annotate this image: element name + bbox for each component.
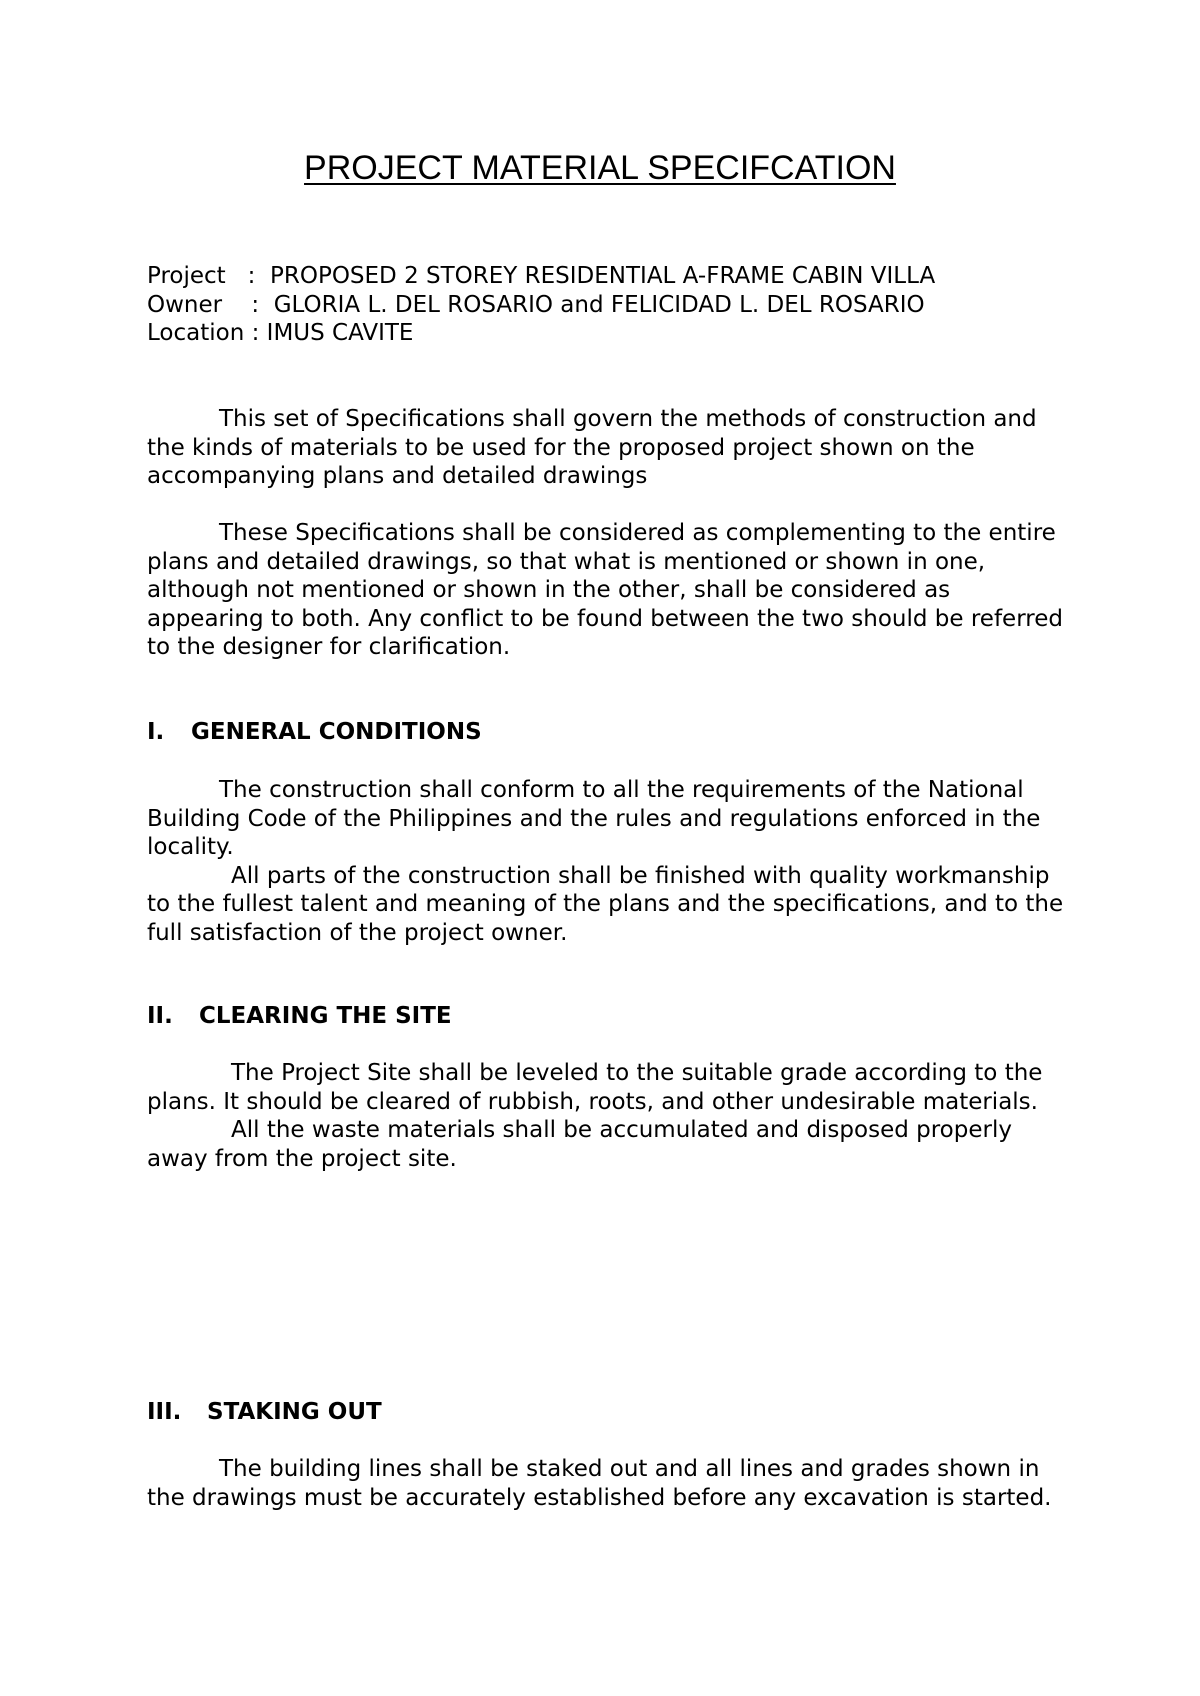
section-number: II. <box>147 1003 173 1029</box>
section-paragraph: The construction shall conform to all the requirements of the National Building Code of the Philippines and the rules and regulations enforced in the locality. <box>147 777 1041 860</box>
section-paragraph: The building lines shall be staked out and all lines and grades shown in the drawings must be accurately established before any excavation is started. <box>147 1456 1052 1511</box>
section-title: STAKING OUT <box>207 1399 382 1425</box>
location-value: IMUS CAVITE <box>266 320 414 346</box>
section-paragraph: All parts of the construction shall be finished with quality workmanship to the fullest talent and meaning of the plans and the specifications, and to the full satisfaction of the project owner. <box>147 862 1064 946</box>
project-meta <box>147 262 1067 348</box>
owner-value: GLORIA L. DEL ROSARIO and FELICIDAD L. DEL ROSARIO <box>273 291 925 318</box>
intro-text: These Specifications shall be considered as complementing to the entire plans and detailed drawings, so that what is mentioned or shown in one, although not mentioned or shown in the other, shall be considered as appearing to both. Any conflict to be found between the two should be referred to the designer for clarification. <box>147 520 1063 660</box>
staking-out-body <box>147 1455 1067 1512</box>
section-heading-general-conditions <box>147 718 482 746</box>
owner-row <box>147 291 1067 320</box>
location-label: Location : <box>147 320 260 346</box>
section-title: GENERAL CONDITIONS <box>191 719 482 745</box>
intro-paragraph-2 <box>147 519 1067 662</box>
project-row <box>147 262 1067 291</box>
project-value: PROPOSED 2 STOREY RESIDENTIAL A-FRAME CABIN VILLA <box>270 263 936 289</box>
clearing-the-site-body <box>147 1059 1067 1173</box>
section-number: III. <box>147 1399 182 1425</box>
section-number: I. <box>147 719 165 745</box>
location-row <box>147 319 1067 348</box>
document-title: PROJECT MATERIAL SPECIFCATION <box>304 149 896 187</box>
project-label: Project : <box>147 263 256 289</box>
owner-label: Owner : <box>147 291 260 318</box>
section-title: CLEARING THE SITE <box>199 1003 452 1029</box>
intro-text: This set of Specifications shall govern the methods of construction and the kinds of materials to be used for the proposed project shown on the accompanying plans and detailed drawings <box>147 406 1037 489</box>
section-paragraph: The Project Site shall be leveled to the suitable grade according to the plans. It should be cleared of rubbish, roots, and other undesirable materials. <box>147 1060 1043 1115</box>
section-heading-clearing-the-site <box>147 1002 452 1030</box>
intro-paragraph-1 <box>147 405 1067 491</box>
section-heading-staking-out <box>147 1398 382 1426</box>
section-paragraph: All the waste materials shall be accumulated and disposed properly away from the project site. <box>147 1117 1012 1172</box>
general-conditions-body <box>147 776 1067 947</box>
